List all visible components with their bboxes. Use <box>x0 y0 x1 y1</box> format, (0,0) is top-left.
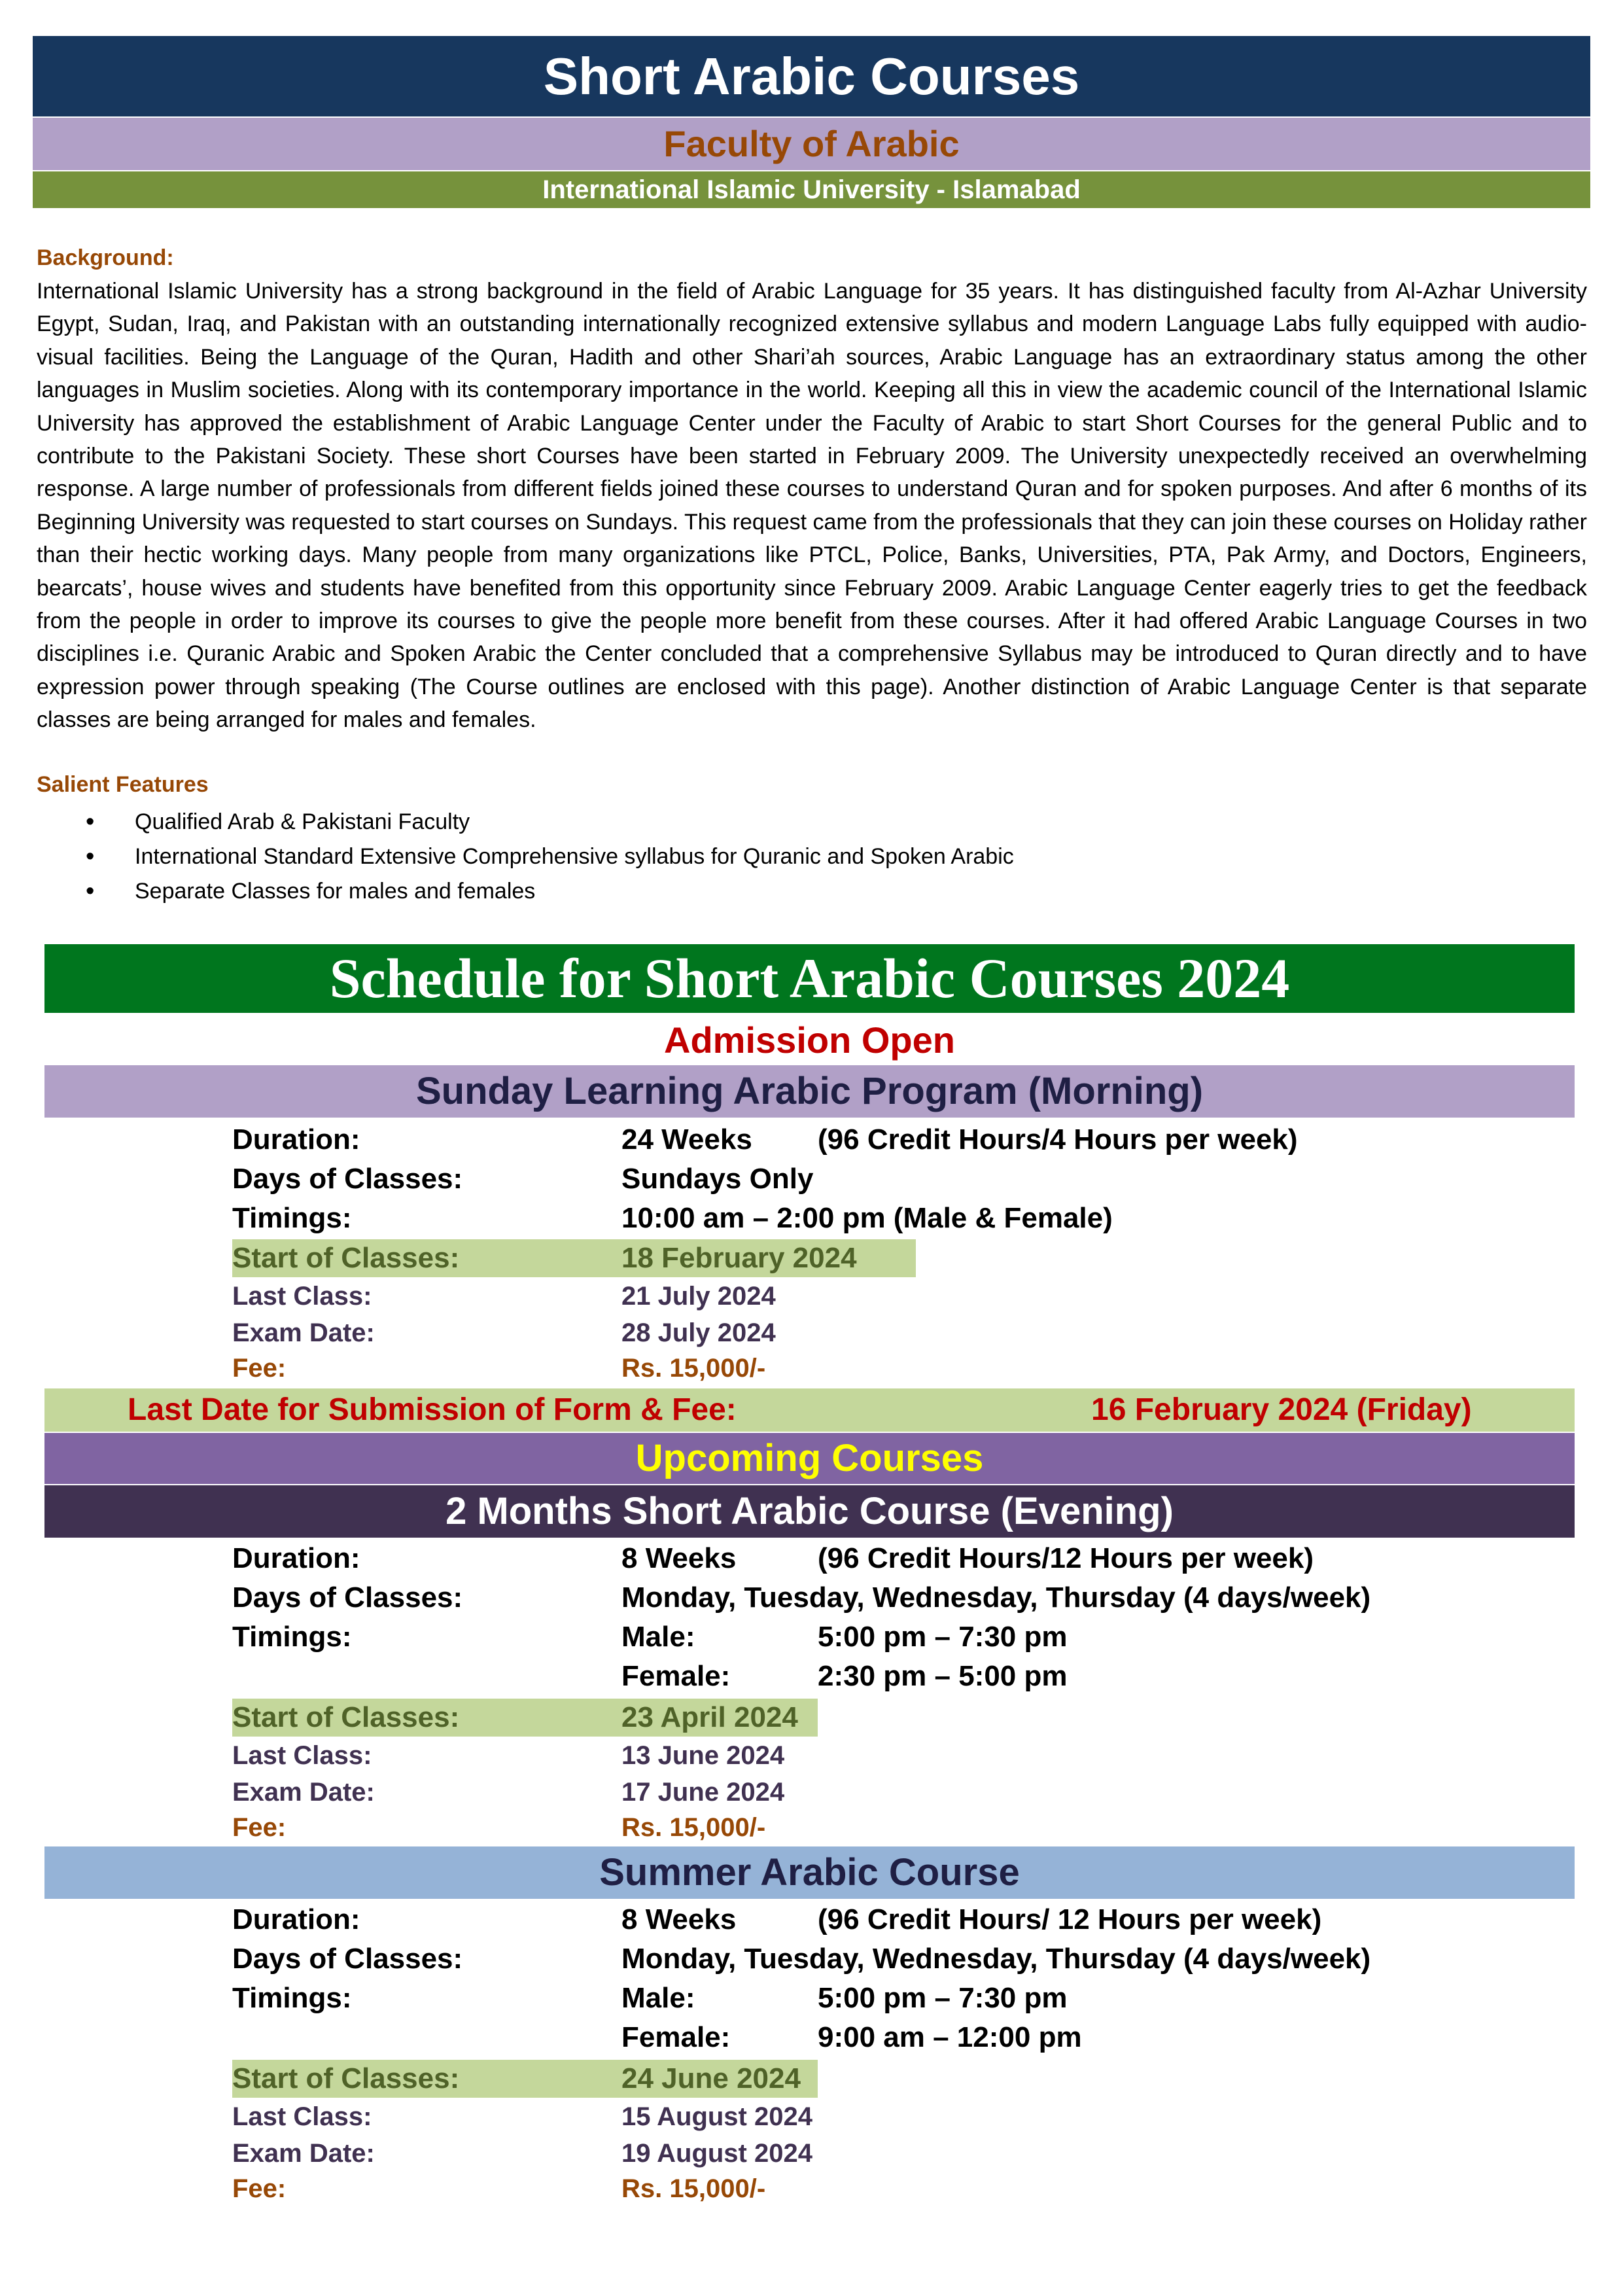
fee-value: Rs. 15,000/- <box>621 1813 766 1842</box>
male-label: Male: <box>621 1982 695 2014</box>
university-banner: International Islamic University - Islamabad <box>33 171 1590 208</box>
start-value: 24 June 2024 <box>621 2062 801 2094</box>
two-months-course-title: 2 Months Short Arabic Course (Evening) <box>44 1485 1575 1538</box>
duration-value: 8 Weeks <box>621 1903 737 1935</box>
timings-label: Timings: <box>232 1202 352 1234</box>
days-label: Days of Classes: <box>232 1163 463 1195</box>
duration-value: 8 Weeks <box>621 1542 737 1574</box>
duration-value: 24 Weeks <box>621 1123 752 1156</box>
days-value: Sundays Only <box>621 1163 814 1195</box>
background-heading: Background: <box>37 245 174 270</box>
start-value: 18 February 2024 <box>621 1242 857 1274</box>
start-label: Start of Classes: <box>232 1242 460 1274</box>
faculty-banner: Faculty of Arabic <box>33 118 1590 170</box>
last-class-label: Last Class: <box>232 2102 372 2131</box>
fee-label: Fee: <box>232 1813 287 1842</box>
last-class-value: 21 July 2024 <box>621 1282 776 1311</box>
last-class-label: Last Class: <box>232 1741 372 1770</box>
exam-date-value: 19 August 2024 <box>621 2139 812 2168</box>
upcoming-courses-banner: Upcoming Courses <box>44 1433 1575 1484</box>
duration-label: Duration: <box>232 1903 360 1935</box>
last-class-label: Last Class: <box>232 1282 372 1311</box>
credit-hours: (96 Credit Hours/4 Hours per week) <box>818 1123 1298 1156</box>
fee-label: Fee: <box>232 2174 287 2203</box>
start-value: 23 April 2024 <box>621 1701 798 1733</box>
exam-date-value: 28 July 2024 <box>621 1318 776 1347</box>
exam-date-label: Exam Date: <box>232 1778 375 1807</box>
deadline-label: Last Date for Submission of Form & Fee: <box>128 1392 737 1427</box>
salient-features-list <box>37 805 1014 909</box>
list-item: • Qualified Arab & Pakistani Faculty <box>37 805 1014 839</box>
days-label: Days of Classes: <box>232 1581 463 1614</box>
deadline-date: 16 February 2024 (Friday) <box>1091 1392 1472 1427</box>
start-label: Start of Classes: <box>232 1701 460 1733</box>
list-item: • Separate Classes for males and females <box>37 874 1014 909</box>
salient-features-heading: Salient Features <box>37 772 209 797</box>
fee-label: Fee: <box>232 1354 287 1383</box>
timings-value: 10:00 am – 2:00 pm (Male & Female) <box>621 1202 1113 1234</box>
credit-hours: (96 Credit Hours/12 Hours per week) <box>818 1542 1314 1574</box>
start-label: Start of Classes: <box>232 2062 460 2094</box>
male-label: Male: <box>621 1621 695 1653</box>
female-label: Female: <box>621 1660 731 1692</box>
credit-hours: (96 Credit Hours/ 12 Hours per week) <box>818 1903 1322 1935</box>
timings-label: Timings: <box>232 1982 352 2014</box>
exam-date-label: Exam Date: <box>232 1318 375 1347</box>
female-time: 9:00 am – 12:00 pm <box>818 2021 1082 2053</box>
summer-course-title: Summer Arabic Course <box>44 1846 1575 1899</box>
admission-open-label: Admission Open <box>664 1019 955 1061</box>
days-label: Days of Classes: <box>232 1943 463 1975</box>
exam-date-value: 17 June 2024 <box>621 1778 785 1807</box>
fee-value: Rs. 15,000/- <box>621 1354 766 1383</box>
male-time: 5:00 pm – 7:30 pm <box>818 1982 1068 2014</box>
days-value: Monday, Tuesday, Wednesday, Thursday (4 days/week) <box>621 1943 1371 1975</box>
last-class-value: 15 August 2024 <box>621 2102 812 2131</box>
exam-date-label: Exam Date: <box>232 2139 375 2168</box>
list-item: • International Standard Extensive Comprehensive syllabus for Quranic and Spoken Arabic <box>37 839 1014 874</box>
background-paragraph: International Islamic University has a strong background in the field of Arabic Language for 35 years. It has distinguished faculty from Al-Azhar University Egypt, Sudan, Iraq, and Pakistan with an outstanding internationally recognized extensive syllabus and modern Language Labs fully equipped with audio-visual facilities. Being the Language of the Quran, Hadith and other Shari’ah sources, Arabic Language has an extraordinary status among the other languages in Muslim societies. Along with its contemporary importance in the world. Keeping all this in view the academic council of the International Islamic University has approved the establishment of Arabic Language Center under the Faculty of Arabic to start Short Courses for the general Public and to contribute to the Pakistani Society. These short Courses have been started in February 2009. The University unexpectedly received an overwhelming response. A large number of professionals from different fields joined these courses to understand Quran and for spoken purposes. And after 6 months of its Beginning University was requested to start courses on Sundays. This request came from the professionals that they can join these courses on Holiday rather than their hectic working days. Many people from many organizations like PTCL, Police, Banks, Universities, PTA, Pak Army, and Doctors, Engineers, bearcats’, house wives and students have benefited from this opportunity since February 2009. Arabic Language Center eagerly tries to get the feedback from the people in order to improve its courses to give the people more benefit from these courses. After it had offered Arabic Language Courses in two disciplines i.e. Quranic Arabic and Spoken Arabic the Center concluded that a comprehensive Syllabus may be introduced to Quran directly and to have expression power through speaking (The Course outlines are enclosed with this page). Another distinction of Arabic Language Center is that separate classes are being arranged for males and females. <box>37 279 1587 733</box>
fee-value: Rs. 15,000/- <box>621 2174 766 2203</box>
days-value: Monday, Tuesday, Wednesday, Thursday (4 days/week) <box>621 1581 1371 1614</box>
female-label: Female: <box>621 2021 731 2053</box>
last-class-value: 13 June 2024 <box>621 1741 785 1770</box>
duration-label: Duration: <box>232 1542 360 1574</box>
sunday-program-title: Sunday Learning Arabic Program (Morning) <box>44 1065 1575 1118</box>
schedule-title: Schedule for Short Arabic Courses 2024 <box>44 944 1575 1013</box>
female-time: 2:30 pm – 5:00 pm <box>818 1660 1068 1692</box>
document-title: Short Arabic Courses <box>33 36 1590 116</box>
male-time: 5:00 pm – 7:30 pm <box>818 1621 1068 1653</box>
timings-label: Timings: <box>232 1621 352 1653</box>
duration-label: Duration: <box>232 1123 360 1156</box>
